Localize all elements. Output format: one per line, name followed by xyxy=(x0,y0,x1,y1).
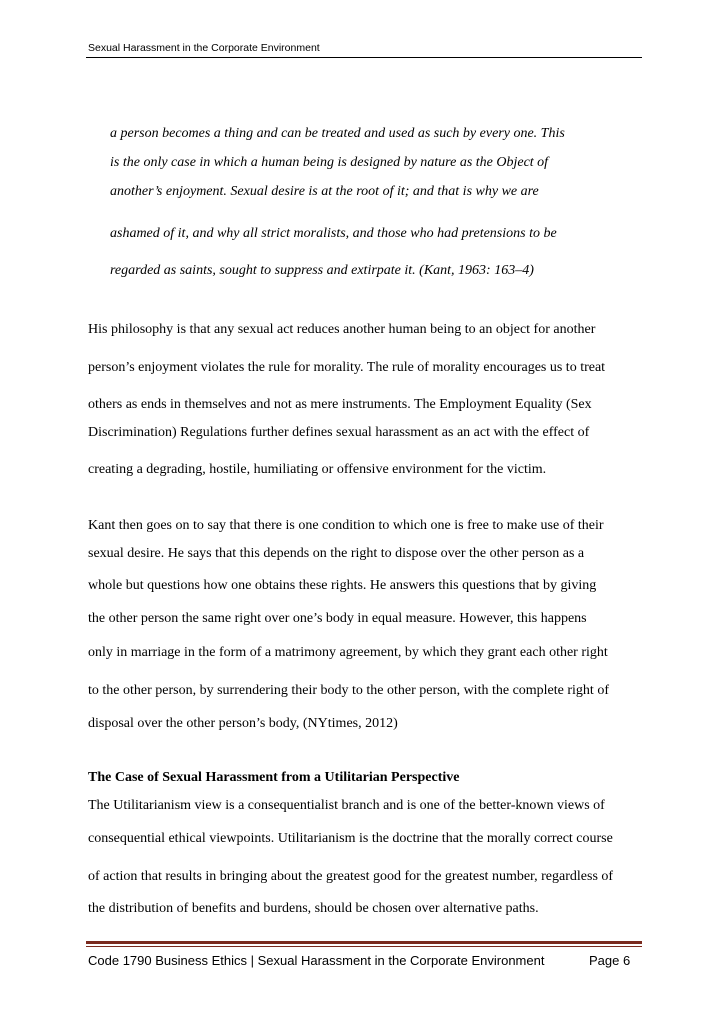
page-number: Page 6 xyxy=(589,953,631,968)
paragraph-line: others as ends in themselves and not as mere instruments. The Employment Equality (Sex xyxy=(88,397,592,412)
quote-line: regarded as saints, sought to suppress and extirpate it. (Kant, 1963: 163–4) xyxy=(110,263,534,278)
footer-course-title: Code 1790 Business Ethics | Sexual Harassment in the Corporate Environment xyxy=(88,953,545,968)
quote-line: is the only case in which a human being is designed by nature as the Object of xyxy=(110,155,549,170)
paragraph-line: only in marriage in the form of a matrimony agreement, by which they grant each other right xyxy=(88,645,608,660)
paragraph-line: creating a degrading, hostile, humiliating or offensive environment for the victim. xyxy=(88,462,547,477)
paragraph-line: to the other person, by surrendering their body to the other person, with the complete right of xyxy=(88,683,609,698)
paragraph-line: sexual desire. He says that this depends on the right to dispose over the other person as a xyxy=(88,546,585,561)
quote-line: ashamed of it, and why all strict moralists, and those who had pretensions to be xyxy=(110,226,557,241)
quote-line: a person becomes a thing and can be treated and used as such by every one. This xyxy=(110,126,565,141)
quote-line: another’s enjoyment. Sexual desire is at the root of it; and that is why we are xyxy=(110,184,539,199)
footer-divider-thick xyxy=(86,941,642,944)
paragraph-line: Discrimination) Regulations further defines sexual harassment as an act with the effect of xyxy=(88,425,590,440)
paragraph-line: The Utilitarianism view is a consequentialist branch and is one of the better-known views of xyxy=(88,798,605,813)
paragraph-line: the distribution of benefits and burdens, should be chosen over alternative paths. xyxy=(88,901,539,916)
header-divider xyxy=(86,57,642,58)
paragraph-line: the other person the same right over one’s body in equal measure. However, this happens xyxy=(88,611,587,626)
running-header: Sexual Harassment in the Corporate Environment xyxy=(88,42,320,54)
paragraph-line: whole but questions how one obtains these rights. He answers this questions that by giving xyxy=(88,578,597,593)
paragraph-line: His philosophy is that any sexual act reduces another human being to an object for another xyxy=(88,322,596,337)
paragraph-line: consequential ethical viewpoints. Utilitarianism is the doctrine that the morally correct course xyxy=(88,831,613,846)
footer-divider-thin xyxy=(86,946,642,947)
paragraph-line: of action that results in bringing about the greatest good for the greatest number, regardless of xyxy=(88,869,614,884)
paragraph-line: person’s enjoyment violates the rule for morality. The rule of morality encourages us to treat xyxy=(88,360,606,375)
paragraph-line: disposal over the other person’s body, (NYtimes, 2012) xyxy=(88,716,398,731)
paragraph-line: Kant then goes on to say that there is one condition to which one is free to make use of their xyxy=(88,518,604,533)
section-heading: The Case of Sexual Harassment from a Utilitarian Perspective xyxy=(88,770,460,785)
